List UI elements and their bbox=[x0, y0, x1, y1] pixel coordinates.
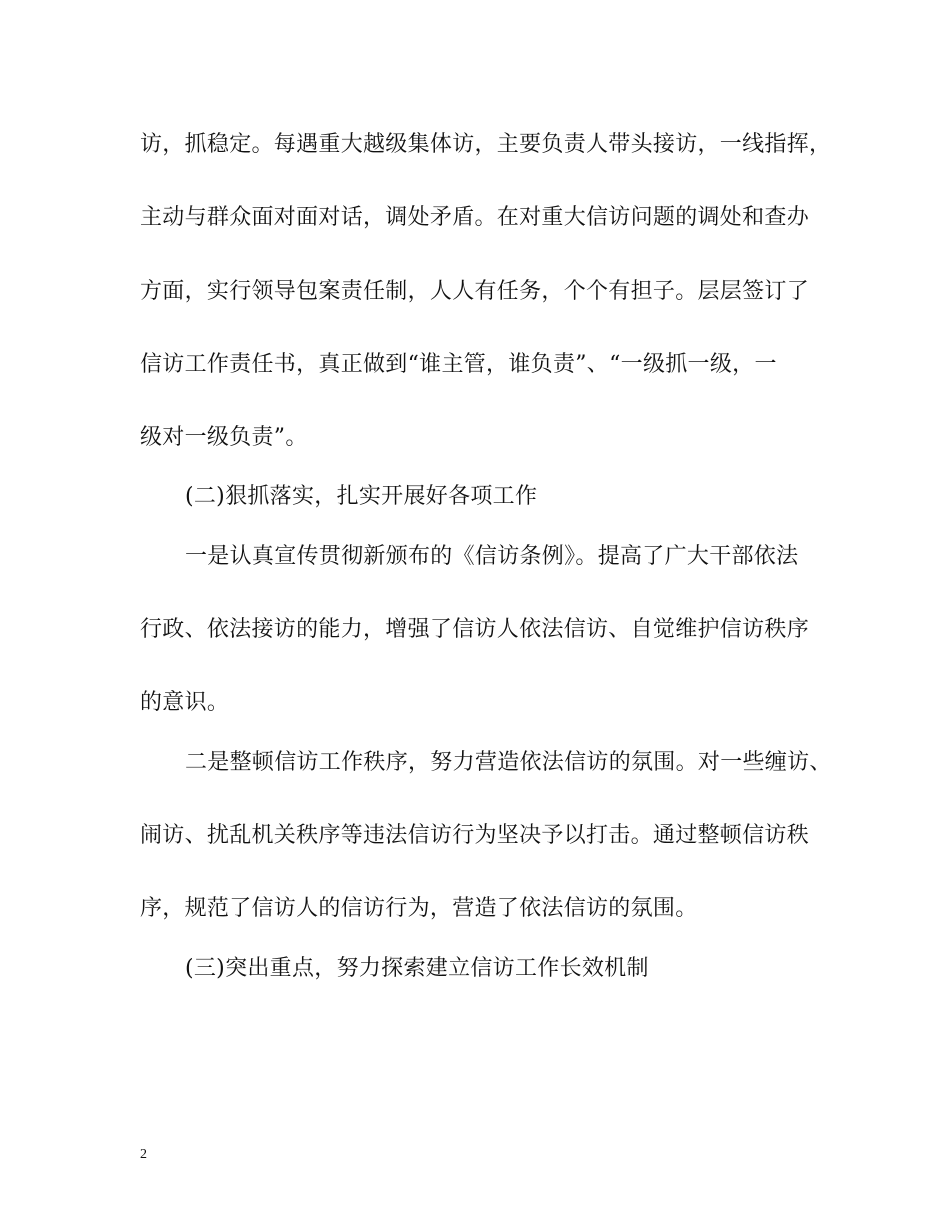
paragraph-first-line: 一是认真宣传贯彻新颁布的《信访条例》。提高了广大干部依法 bbox=[185, 544, 799, 569]
page-number: 2 bbox=[140, 1147, 147, 1162]
body-text-line: 序，规范了信访人的信访行为，营造了依法信访的氛围。 bbox=[140, 896, 698, 921]
body-text-line: 闹访、扰乱机关秩序等违法信访行为坚决予以打击。通过整顿信访秩 bbox=[140, 823, 810, 848]
paragraph-first-line: 二是整顿信访工作秩序，努力营造依法信访的氛围。对一些缠访、 bbox=[185, 750, 832, 775]
body-text-line: 行政、依法接访的能力，增强了信访人依法信访、自觉维护信访秩序 bbox=[140, 617, 810, 642]
section-heading: (三)突出重点，努力探索建立信访工作长效机制 bbox=[185, 956, 649, 981]
section-heading: (二)狠抓落实，扎实开展好各项工作 bbox=[185, 484, 538, 509]
body-text-line: 级对一级负责”。 bbox=[140, 425, 308, 450]
body-text-line: 信访工作责任书，真正做到“谁主管，谁负责”、“一级抓一级，一 bbox=[140, 352, 777, 377]
body-text-line: 方面，实行领导包案责任制，人人有任务，个个有担子。层层签订了 bbox=[140, 279, 810, 304]
body-text-line: 访，抓稳定。每遇重大越级集体访，主要负责人带头接访，一线指挥， bbox=[140, 132, 832, 157]
body-text-line: 主动与群众面对面对话，调处矛盾。在对重大信访问题的调处和查办 bbox=[140, 205, 810, 230]
body-text-line: 的意识。 bbox=[140, 690, 230, 715]
